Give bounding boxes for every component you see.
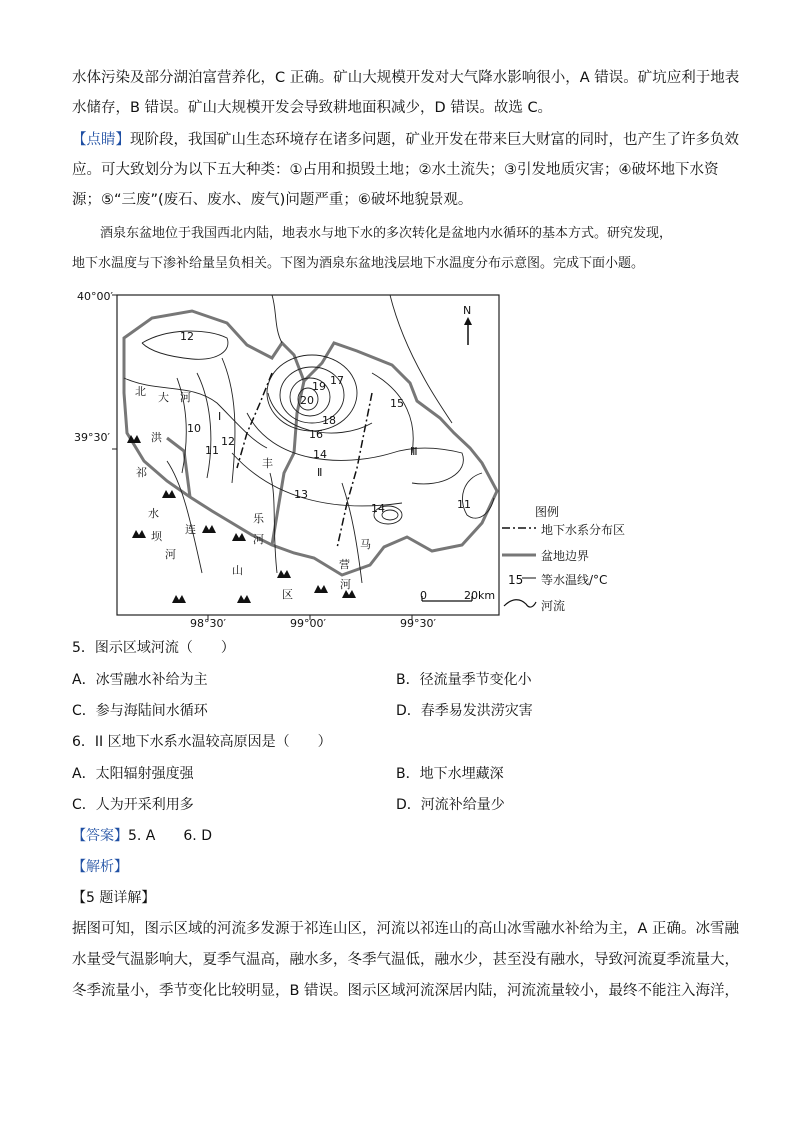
groundwater-temperature-map bbox=[72, 283, 512, 628]
question-5-option-a: A．冰雪融水补给为主 bbox=[72, 672, 208, 688]
legend-item-groundwater: 地下水系分布区 bbox=[541, 523, 626, 537]
isotherm-label: 12 bbox=[180, 330, 194, 343]
isotherm-label: 16 bbox=[309, 428, 323, 441]
scale-20km: 20km bbox=[464, 589, 496, 602]
isotherm-15 bbox=[372, 373, 413, 453]
question-stem: 地下水温度与下渗补给量呈负相关。下图为酒泉东盆地浅层地下水温度分布示意图。完成下面小题。 bbox=[72, 256, 645, 271]
isotherm-label: 11 bbox=[457, 498, 471, 511]
isotherm-label: 15 bbox=[390, 397, 404, 410]
lat-label-3930: 39°30′ bbox=[74, 431, 110, 444]
isotherm-11-east bbox=[462, 473, 494, 518]
river-label: 河 bbox=[340, 578, 351, 591]
detail-line: 冬季流量小，季节变化比较明显，B 错误。图示区域河流深居内陆，河流流量较小，最终不能注入海洋， bbox=[72, 983, 740, 999]
river-label: 营 bbox=[339, 558, 350, 571]
lon-label-9930: 99°30′ bbox=[400, 617, 436, 628]
river-label: 河 bbox=[180, 391, 191, 404]
river-label: 马 bbox=[360, 538, 371, 551]
question-5-stem: 5．图示区域河流（ ） bbox=[72, 640, 235, 656]
tip-line: 源；⑤“三废”(废石、废水、废气)问题严重；⑥破坏地貌景观。 bbox=[72, 192, 473, 208]
legend-item-boundary: 盆地边界 bbox=[541, 549, 590, 563]
question-6-option-a: A．太阳辐射强度强 bbox=[72, 766, 194, 782]
groundwater-zone-line bbox=[337, 393, 372, 548]
tip-text: 现阶段，我国矿山生态环境存在诸多问题，矿业开发在带来巨大财富的同时，也产生了许多负效 bbox=[130, 132, 739, 148]
isotherm-label: 10 bbox=[187, 422, 201, 435]
legend-item-isotherm: 等水温线/°C bbox=[541, 573, 608, 587]
river-label: 河 bbox=[165, 548, 176, 561]
isotherm-label: 11 bbox=[205, 444, 219, 457]
isotherm-label: 20 bbox=[300, 394, 314, 407]
scale-zero: 0 bbox=[420, 589, 427, 602]
detail-5-label: 【5 题详解】 bbox=[72, 890, 156, 906]
lon-label-9830: 98°30′ bbox=[190, 617, 226, 628]
question-stem: 酒泉东盆地位于我国西北内陆，地表水与地下水的多次转化是盆地内水循环的基本方式。研究发现， bbox=[100, 226, 673, 241]
map-frame bbox=[117, 295, 499, 615]
detail-line: 水量受气温影响大，夏季气温高，融水多，冬季气温低，融水少，甚至没有融水，导致河流夏季流量大， bbox=[72, 952, 739, 968]
river-west-top bbox=[272, 295, 282, 343]
isotherm-label: 18 bbox=[322, 414, 336, 427]
isotherm-label: 17 bbox=[330, 374, 344, 387]
river-label: 洪 bbox=[151, 431, 162, 444]
question-5-option-c: C．参与海陆间水循环 bbox=[72, 703, 208, 719]
river-label: 水 bbox=[148, 507, 159, 520]
river-label: 坝 bbox=[151, 530, 162, 543]
tip-line bbox=[72, 130, 739, 150]
question-6-stem: 6．II 区地下水系水温较高原因是（ ） bbox=[72, 734, 332, 750]
detail-line: 据图可知，图示区域的河流多发源于祁连山区，河流以祁连山的高山冰雪融水补给为主，A 正确。冰雪融 bbox=[72, 921, 740, 937]
zone-label-II: Ⅱ bbox=[317, 466, 323, 479]
tip-line: 应。可大致划分为以下五大种类：①占用和损毁土地；②水土流失；③引发地质灾害；④破坏地下水资 bbox=[72, 162, 719, 178]
north-arrow-label: N bbox=[463, 304, 472, 317]
lat-label-40: 40°00′ bbox=[77, 290, 113, 303]
zone-label-III: Ⅲ bbox=[410, 445, 418, 458]
tip-label: 【点睛】 bbox=[72, 132, 130, 148]
isotherm-12 bbox=[222, 358, 235, 483]
analysis-label: 【解析】 bbox=[72, 859, 128, 875]
isotherm-label: 13 bbox=[294, 488, 308, 501]
river-label: 丰 bbox=[262, 457, 273, 470]
question-6-option-b: B．地下水埋藏深 bbox=[396, 766, 504, 782]
question-6-option-d: D．河流补给量少 bbox=[396, 797, 505, 813]
paragraph-line: 水体污染及部分湖泊富营养化，C 正确。矿山大规模开发对大气降水影响很小，A 错误。矿坑应利于地表 bbox=[72, 70, 740, 86]
question-6-option-c: C．人为开采利用多 bbox=[72, 797, 194, 813]
answer-line bbox=[72, 826, 212, 846]
isotherm-label: 12 bbox=[221, 435, 235, 448]
answer-label: 【答案】 bbox=[72, 828, 128, 844]
river-label: 乐 bbox=[253, 512, 264, 525]
legend-item-river: 河流 bbox=[541, 599, 566, 613]
mountain-label: 连 bbox=[185, 523, 196, 536]
answer-value: 5. A 6. D bbox=[128, 828, 212, 844]
groundwater-zone-line bbox=[237, 373, 272, 468]
river-label: 河 bbox=[253, 533, 264, 546]
zone-label-I: Ⅰ bbox=[218, 410, 222, 423]
isotherm-label: 14 bbox=[313, 448, 327, 461]
mountain-label: 山 bbox=[232, 564, 243, 577]
legend-title: 图例 bbox=[535, 505, 560, 519]
isotherm-label: 19 bbox=[312, 380, 326, 393]
mountain-label: 区 bbox=[282, 588, 293, 601]
basin-boundary bbox=[124, 311, 497, 575]
lon-label-9900: 99°00′ bbox=[290, 617, 326, 628]
question-5-option-d: D．春季易发洪涝灾害 bbox=[396, 703, 533, 719]
mountain-label: 祁 bbox=[136, 466, 147, 479]
river-label: 大 bbox=[158, 391, 169, 404]
isotherm-label: 14 bbox=[371, 502, 385, 515]
river-label: 北 bbox=[135, 385, 146, 398]
paragraph-line: 水储存，B 错误。矿山大规模开发会导致耕地面积减少，D 错误。故选 C。 bbox=[72, 100, 553, 116]
legend-item-isotherm-num: 15 bbox=[508, 573, 524, 587]
question-5-option-b: B．径流量季节变化小 bbox=[396, 672, 532, 688]
